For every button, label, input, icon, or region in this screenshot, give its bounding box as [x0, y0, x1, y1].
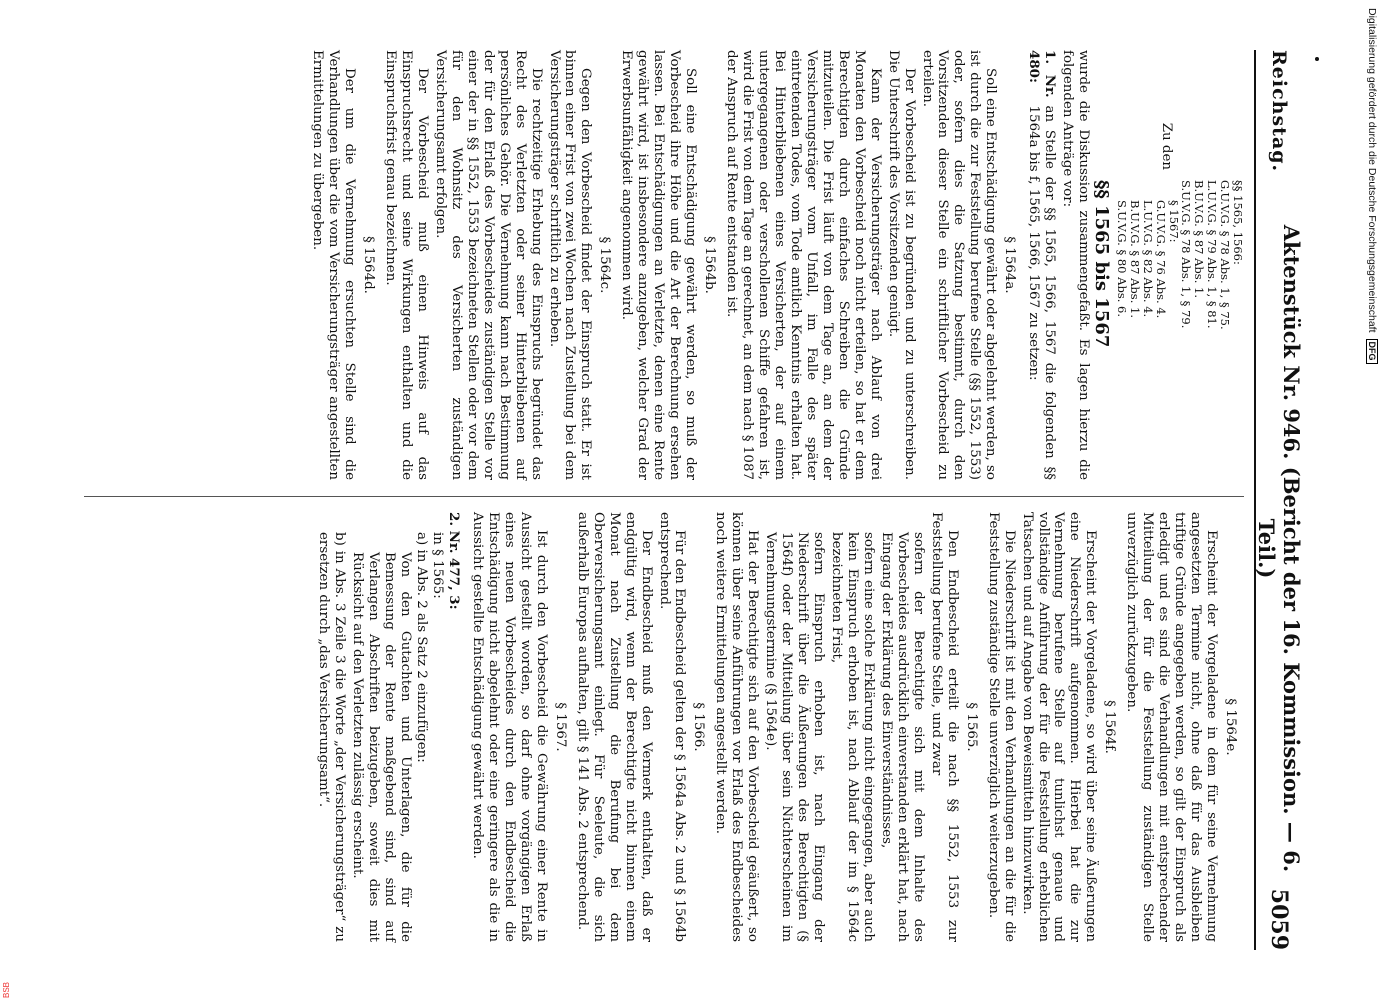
paragraph: sofern eine solche Erklärung nicht eingegangen, aber auch kein Einspruch erhoben ist, nach Ablauf der im § 1564c bezeichneten Frist, [829, 532, 876, 942]
paragraph: Der Endbescheid muß den Vermerk enthalten, daß er endgültig wird, wenn der Berechtigte nicht binnen einem Monat nach Zustellung die Berufung bei dem Oberversicherungsamt einlegt. Für Seeleute, die sich außerhalb Europas aufhalten, gilt § 141 Abs. 2 entsprechend. [574, 512, 654, 942]
ref-line: L.U.V.G. § 79 Abs. 1, § 81. [1205, 180, 1220, 329]
paragraph: wurde die Diskussion zusammengefaßt. Es lagen hierzu die folgenden Anträge vor: [1060, 50, 1092, 480]
bsb-mark [2, 972, 14, 1000]
section-heading: § 1564a. [1002, 236, 1018, 294]
paragraph: an Stelle der §§ 1565, 1566, 1567 die folgenden §§ 1564a bis f, 1565, 1566, 1567 zu setzen: [1026, 105, 1058, 480]
zu-den: Zu den [1159, 122, 1174, 170]
digitization-text: Digitalisierung gefördert durch die Deutsche Forschungsgemeinschaft [1366, 8, 1378, 333]
bsb-text: BSB [2, 981, 11, 998]
paragraph: sofern der Berechtigte sich mit dem Inhalte des Vorbescheides ausdrücklich einverstanden erklärt hat, nach Eingang der Erklärung des Einverständnisses, [878, 532, 926, 942]
column-rule [84, 496, 1244, 497]
ref-line: § 1567: [1166, 200, 1181, 243]
paragraph: Der Vorbescheid muß einen Hinweis auf das Einspruchsrecht und seine Wirkungen enthalten und die Einspruchsfrist genau bezeichnen. [383, 50, 430, 480]
rotated-page-content [62, 50, 1302, 950]
section-heading: § 1564c. [597, 236, 613, 294]
paragraph: Erscheint der Vorgeladene, so wird über seine Äußerungen eine Niederschrift aufgenommen. Hierbei hat die zur Vernehmung berufene Stelle auf tunlichst genaue und vollständige Anführung der für die Feststellung erheblichen Tatsachen und auf Angabe von Beweismitteln hinzuwirken. [1019, 512, 1099, 942]
header-title: Aktenstück Nr. 946. (Bericht der 16. Kommission. — 6. Teil.) [1254, 224, 1304, 873]
antrag-1 [1023, 50, 1057, 480]
ref-line: B.U.V.G. § 87 Abs. 1. [1192, 180, 1207, 298]
right-column [314, 512, 1244, 942]
section-heading: § 1564e. [1223, 698, 1238, 756]
paragraph: Soll eine Entschädigung gewährt oder abgelehnt werden, so ist durch die zur Feststellung berufene Stelle (§§ 1552, 1553) oder, sofern dies die Satzung bestimmt, durch den Vorsitzenden dieser Stelle ein schriftlicher Vorbescheid zu erteilen. [919, 50, 999, 480]
reference-list [1091, 180, 1244, 347]
section-heading: § 1566. [691, 702, 707, 752]
paragraph: Der Vorbescheid ist zu begründen und zu unterschreiben. Die Unterschrift des Vorsitzenden genügt. [885, 50, 917, 480]
paragraph: Den Endbescheid erteilt die nach §§ 1552, 1553 zur Feststellung berufene Stelle, und zwar [928, 512, 960, 942]
page-number: 5059 [1266, 888, 1292, 950]
paragraph: in § 1565: [430, 532, 446, 599]
paragraph: Die Niederschrift ist mit den Verhandlungen an die für die Feststellung zuständige Stelle unverzüglich weiterzugeben. [985, 512, 1017, 942]
section-heading: § 1564d. [361, 236, 377, 294]
section-heading: § 1567. [552, 702, 568, 752]
left-column [307, 50, 1244, 480]
list-item: a) in Abs. 2 als Satz 2 einzufügen: [414, 532, 430, 763]
ref-line: S.U.V.G. § 78 Abs. 1, § 79. [1179, 180, 1194, 329]
ref-line: §§ 1565, 1566: [1231, 180, 1245, 265]
paragraph: Von den Gutachten und Unterlagen, die für die Bemessung der Rente maßgebend sind, sind auf Verlangen Abschriften beizugeben, soweit dies mit Rücksicht auf den Verletzten zulässig erscheint. [350, 552, 414, 942]
paragraph: Hat der Berechtigte sich auf den Vorbescheid geäußert, so können über seine Anführungen vor Erlaß des Endbescheides noch weitere Ermittelungen angestellt werden. [713, 512, 761, 942]
paragraph: Soll eine Entschädigung gewährt werden, so muß der Vorbescheid ihre Höhe und die Art der Berechnung ersehen lassen. Bei Entschädigungen an Verletzte, denen eine Rente gewährt wird, ist insbesondere anzugeben, welcher Grad der Erwerbsunfähigkeit angenommen wird. [619, 50, 699, 480]
paragraph: Gegen den Vorbescheid findet der Einspruch statt. Er ist binnen einer Frist von zwei Wochen nach Zustellung bei dem Versicherungsträger schriftlich zu erheben. [546, 50, 594, 480]
ink-dot [1315, 57, 1319, 61]
ref-line: G.U.V.G. § 76 Abs. 4. [1153, 200, 1168, 319]
ref-line: S.U.V.G. § 80 Abs. 6. [1115, 200, 1130, 317]
ref-line: L.U.V.G. § 82 Abs. 4. [1140, 200, 1155, 318]
section-heading: § 1564f. [1102, 700, 1118, 754]
paragraph: sofern Einspruch erhoben ist, nach Eingang der Niederschrift über die Äußerungen des Berechtigten (§ 1564f) oder der Mitteilung über sein Nichterscheinen im Vernehmungstermine (§ 1564e). [763, 532, 827, 942]
antrag-number: 1. Nr. 480: [1026, 50, 1059, 98]
section-heading: § 1564b. [702, 236, 718, 294]
section-title: §§ 1565 bis 1567 [1091, 180, 1113, 348]
antrag-number: 2. Nr. 477, 3: [446, 512, 463, 610]
digitization-note [1362, 8, 1378, 750]
paragraph: Die rechtzeitige Erhebung des Einspruchs begründet das Recht des Verletzten oder seiner Hinterbliebenen auf persönliches Gehör. Die Vernehmung kann nach Bestimmung der für den Erlaß des Vorbescheides zuständigen Stelle vor einer der in §§ 1552, 1553 bezeichneten Stellen oder vor dem für den Wohnsitz des Versicherten zuständigen Versicherungsamt erfolgen. [432, 50, 544, 480]
paragraph: Der um die Vernehmung ersuchten Stelle sind die Verhandlungen über die vom Versicherungsträger angestellten Ermittelungen zu übergeben. [310, 50, 358, 480]
reference-block [1091, 50, 1244, 480]
section-heading: § 1565. [963, 702, 979, 752]
ref-line: G.U.V.G. § 78 Abs. 1, § 75. [1218, 180, 1233, 330]
header-left: Reichstag. [1268, 50, 1290, 173]
running-header [1254, 50, 1302, 950]
paragraph: Kann der Versicherungsträger nach Ablauf von drei Monaten den Vorbescheid noch nicht erteilen, so hat er dem Berechtigten durch einfaches Schreiben die Gründe mitzuteilen. Die Frist läuft von dem Tage an, an dem der Versicherungsträger vom Unfall, im Falle des später eintretenden Todes, vom Tode amtlich Kenntnis erhalten hat. Bei Hinterbliebenen eines Versicherten, der auf einem untergegangenen oder verschollenen Schiffe gefahren ist, wird die Frist von dem Tage an gerechnet, an dem nach § 1087 der Anspruch auf Rente entstanden ist. [724, 50, 883, 480]
dfg-logo: DFG [1366, 339, 1378, 364]
paragraph: Für den Endbescheid gelten der § 1564a Abs. 2 und § 1564b entsprechend. [656, 512, 688, 942]
list-item: b) in Abs. 3 Zeile 3 die Worte „der Versicherungsträger“ zu ersetzen durch „das Versicherungsamt“. [316, 532, 348, 942]
paragraph: Ist durch den Vorbescheid die Gewährung einer Rente in Aussicht gestellt worden, so darf ohne vorgängigen Erlaß eines neuen Vorbescheides durch den Endbescheid die Entschädigung nicht abgelehnt oder eine geringere als die in Aussicht gestellte Entschädigung gewährt werden. [470, 512, 549, 942]
ref-line: B.U.V.G. § 87 Abs. 1. [1128, 200, 1142, 318]
paragraph: Erscheint der Vorgeladene in dem für seine Vernehmung angesetzten Termine nicht, ohne daß für das Ausbleiben triftige Gründe angegeben werden, so gilt der Einspruch als erledigt und es sind die Verhandlungen mit entsprechender Mitteilung der für die Feststellung zuständigen Stelle unverzüglich zurückzugeben. [1124, 512, 1220, 942]
